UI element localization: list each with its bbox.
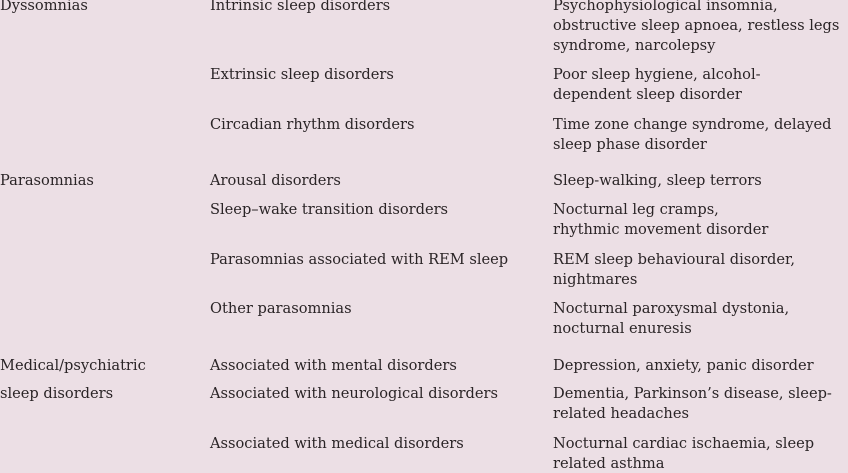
- example-line: nightmares: [553, 271, 638, 288]
- subcategory-cell: Sleep–wake transition disorders: [210, 201, 449, 218]
- subcategory-cell: Circadian rhythm disorders: [210, 116, 415, 133]
- subcategory-cell: Associated with medical disorders: [210, 435, 464, 452]
- example-line: Time zone change syndrome, delayed: [553, 116, 832, 133]
- example-line: Nocturnal paroxysmal dystonia,: [553, 300, 790, 317]
- example-line: Psychophysiological insomnia,: [553, 0, 778, 14]
- example-line: sleep phase disorder: [553, 136, 707, 153]
- example-line: rhythmic movement disorder: [553, 221, 769, 238]
- subcategory-cell: Other parasomnias: [210, 300, 352, 317]
- group-cell: Dyssomnias: [0, 0, 88, 14]
- subcategory-cell: Parasomnias associated with REM sleep: [210, 251, 509, 268]
- example-line: Nocturnal leg cramps,: [553, 201, 719, 218]
- example-line: nocturnal enuresis: [553, 320, 692, 337]
- example-line: related headaches: [553, 405, 689, 422]
- example-line: Nocturnal cardiac ischaemia, sleep: [553, 435, 815, 452]
- example-line: REM sleep behavioural disorder,: [553, 251, 796, 268]
- subcategory-cell: Associated with mental disorders: [210, 357, 457, 374]
- subcategory-cell: Intrinsic sleep disorders: [210, 0, 391, 14]
- group-cell: Parasomnias: [0, 172, 94, 189]
- example-line: dependent sleep disorder: [553, 86, 742, 103]
- subcategory-cell: Arousal disorders: [210, 172, 341, 189]
- example-line: related asthma: [553, 455, 665, 472]
- example-line: obstructive sleep apnoea, restless legs: [553, 17, 840, 34]
- example-line: syndrome, narcolepsy: [553, 37, 716, 54]
- group-cell: sleep disorders: [0, 385, 114, 402]
- subcategory-cell: Extrinsic sleep disorders: [210, 66, 394, 83]
- subcategory-cell: Associated with neurological disorders: [210, 385, 498, 402]
- group-cell: Medical/psychiatric: [0, 357, 146, 374]
- example-line: Sleep-walking, sleep terrors: [553, 172, 762, 189]
- example-line: Dementia, Parkinson’s disease, sleep-: [553, 385, 832, 402]
- example-line: Poor sleep hygiene, alcohol-: [553, 66, 761, 83]
- example-line: Depression, anxiety, panic disorder: [553, 357, 814, 374]
